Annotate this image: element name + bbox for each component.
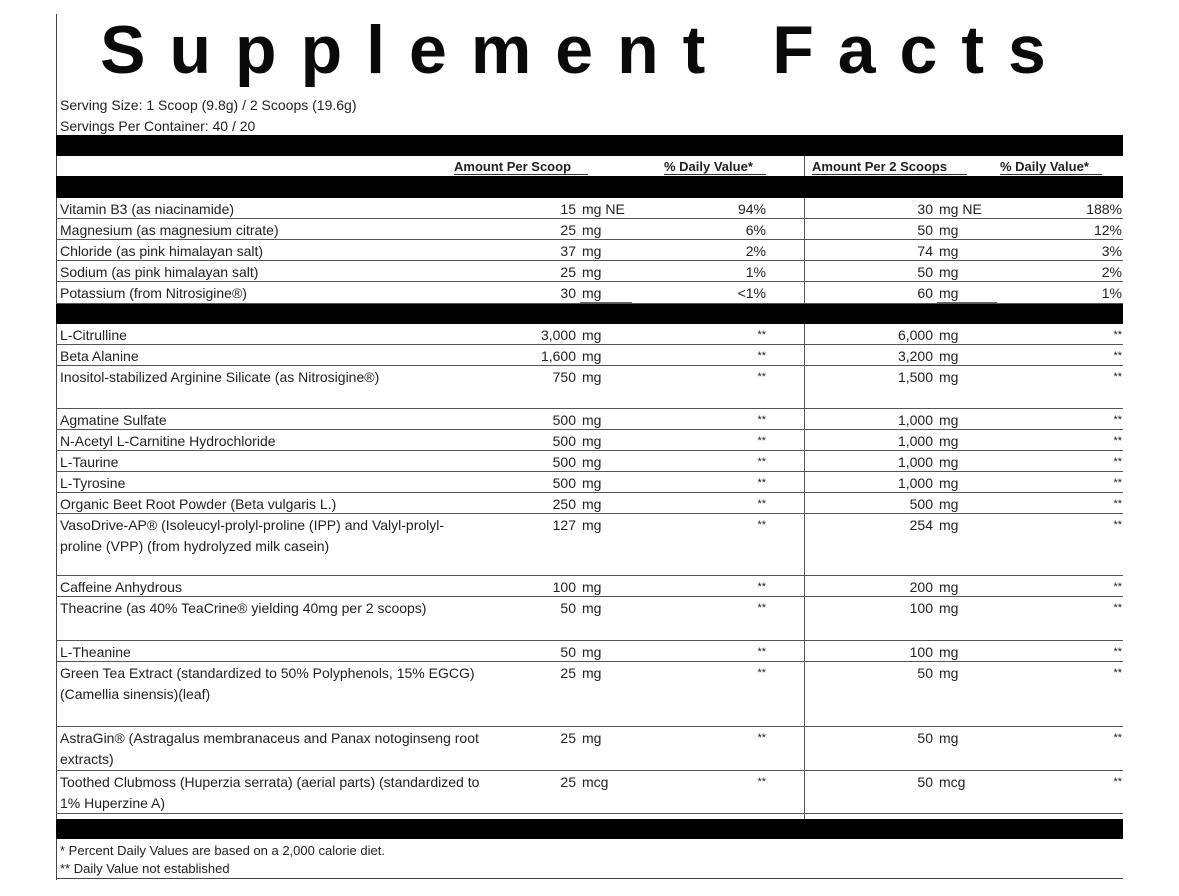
amount-per-scoop: 25 <box>560 774 576 790</box>
daily-value-per-2-scoops: 188% <box>1086 201 1122 217</box>
amount-per-2-scoops: 500 <box>909 496 933 512</box>
amount-per-2-scoops: 1,000 <box>897 412 933 428</box>
amount-per-2-scoops: 50 <box>917 774 933 790</box>
nutrient-row <box>56 597 1123 641</box>
nutrient-row <box>56 282 1123 304</box>
nutrient-name: Chloride (as pink himalayan salt) <box>60 243 264 259</box>
nutrient-name: VasoDrive-AP® (Isoleucyl-prolyl-proline (IPP) and Valyl-prolyl-proline (VPP) (from hydrolyzed milk casein) <box>60 517 445 554</box>
nutrient-row <box>56 662 1123 727</box>
daily-value-per-2-scoops: ** <box>1113 435 1122 447</box>
unit-per-scoop: mg <box>582 412 602 428</box>
nutrient-name: L-Citrulline <box>60 327 127 343</box>
amount-per-scoop: 50 <box>560 600 576 616</box>
amount-per-2-scoops: 1,000 <box>897 475 933 491</box>
nutrient-name: Inositol-stabilized Arginine Silicate (as Nitrosigine®) <box>60 369 380 385</box>
nutrient-name: N-Acetyl L-Carnitine Hydrochloride <box>60 433 276 449</box>
daily-value-per-scoop: 94% <box>737 201 766 217</box>
unit-per-2-scoops: mcg <box>939 774 966 790</box>
unit-per-2-scoops: mg <box>939 475 959 491</box>
amount-per-2-scoops: 3,200 <box>897 348 933 364</box>
daily-value-per-scoop: 1% <box>745 264 766 280</box>
daily-value-per-2-scoops: ** <box>1113 776 1122 788</box>
amount-per-scoop: 500 <box>552 433 576 449</box>
unit-per-2-scoops: mg <box>939 412 959 428</box>
amount-per-2-scoops: 1,500 <box>897 369 933 385</box>
amount-per-2-scoops: 6,000 <box>897 327 933 343</box>
nutrient-row <box>56 727 1123 771</box>
unit-per-2-scoops: mg <box>939 579 959 595</box>
daily-value-per-scoop: ** <box>757 581 766 593</box>
nutrient-row <box>56 472 1123 493</box>
daily-value-per-2-scoops: ** <box>1113 519 1122 531</box>
unit-per-2-scoops: mg <box>939 369 959 385</box>
amount-per-2-scoops: 50 <box>917 222 933 238</box>
daily-value-per-2-scoops: ** <box>1113 414 1122 426</box>
daily-value-per-scoop: ** <box>757 498 766 510</box>
daily-value-per-scoop: ** <box>757 371 766 383</box>
amount-per-2-scoops: 1,000 <box>897 454 933 470</box>
amount-per-2-scoops: 100 <box>909 644 933 660</box>
amount-per-2-scoops: 200 <box>909 579 933 595</box>
daily-value-per-scoop: 6% <box>745 222 766 238</box>
daily-value-per-2-scoops: ** <box>1113 477 1122 489</box>
header-daily-value-1: % Daily Value* <box>664 159 753 174</box>
amount-per-2-scoops: 100 <box>909 600 933 616</box>
unit-per-2-scoops: mg <box>939 243 959 259</box>
amount-per-scoop: 500 <box>552 475 576 491</box>
amount-per-scoop: 25 <box>560 222 576 238</box>
nutrient-name: L-Taurine <box>60 454 119 470</box>
amount-per-2-scoops: 254 <box>909 517 933 533</box>
nutrient-row <box>56 345 1123 366</box>
nutrient-name: Organic Beet Root Powder (Beta vulgaris L.) <box>60 496 337 512</box>
daily-value-per-2-scoops: 1% <box>1101 285 1122 301</box>
divider-bar-top <box>56 135 1123 156</box>
daily-value-per-2-scoops: ** <box>1113 498 1122 510</box>
unit-per-scoop: mg <box>582 644 602 660</box>
amount-per-scoop: 500 <box>552 412 576 428</box>
row-divider <box>56 813 1123 814</box>
nutrient-row <box>56 366 1123 409</box>
nutrient-row <box>56 771 1123 814</box>
nutrient-name: L-Tyrosine <box>60 475 126 491</box>
daily-value-per-2-scoops: ** <box>1113 602 1122 614</box>
unit-per-2-scoops: mg <box>939 517 959 533</box>
unit-per-scoop: mg <box>582 730 602 746</box>
unit-per-2-scoops: mg <box>939 730 959 746</box>
label-title: Supplement Facts <box>100 12 1070 88</box>
unit-per-scoop: mg <box>582 222 602 238</box>
unit-per-scoop: mg <box>582 579 602 595</box>
daily-value-per-2-scoops: ** <box>1113 456 1122 468</box>
column-separator <box>804 324 805 819</box>
nutrient-name: Caffeine Anhydrous <box>60 579 182 595</box>
nutrient-name: Vitamin B3 (as niacinamide) <box>60 201 235 217</box>
amount-per-2-scoops: 60 <box>917 285 933 301</box>
nutrient-name: AstraGin® (Astragalus membranaceus and Panax notoginseng root extracts) <box>60 730 479 767</box>
daily-value-per-scoop: ** <box>757 414 766 426</box>
unit-per-2-scoops: mg <box>939 327 959 343</box>
amount-per-scoop: 25 <box>560 264 576 280</box>
amount-per-scoop: 250 <box>552 496 576 512</box>
amount-per-scoop: 127 <box>552 517 576 533</box>
footnote-not-established: ** Daily Value not established <box>60 861 230 876</box>
nutrient-name: Magnesium (as magnesium citrate) <box>60 222 279 238</box>
header-underline <box>664 174 766 175</box>
nutrient-row <box>56 198 1123 219</box>
amount-per-scoop: 30 <box>560 285 576 301</box>
unit-per-2-scoops: mg <box>939 496 959 512</box>
divider-bar-bottom <box>56 819 1123 839</box>
servings-per-container: Servings Per Container: 40 / 20 <box>60 118 256 134</box>
footnote-daily-value: * Percent Daily Values are based on a 2,000 calorie diet. <box>60 843 385 858</box>
daily-value-per-scoop: ** <box>757 350 766 362</box>
daily-value-per-2-scoops: ** <box>1113 581 1122 593</box>
daily-value-per-2-scoops: ** <box>1113 350 1122 362</box>
daily-value-per-scoop: ** <box>757 667 766 679</box>
unit-per-scoop: mg <box>582 243 602 259</box>
daily-value-per-scoop: ** <box>757 329 766 341</box>
header-amount-per-scoop: Amount Per Scoop <box>454 159 572 174</box>
amount-per-2-scoops: 50 <box>917 730 933 746</box>
nutrient-row <box>56 493 1123 514</box>
nutrient-row <box>56 451 1123 472</box>
header-amount-per-2-scoops: Amount Per 2 Scoops <box>812 159 948 174</box>
header-daily-value-2: % Daily Value* <box>1000 159 1089 174</box>
header-underline <box>1000 174 1102 175</box>
unit-per-scoop: mg <box>582 454 602 470</box>
nutrient-row <box>56 261 1123 282</box>
unit-per-scoop: mg <box>582 475 602 491</box>
daily-value-per-2-scoops: 12% <box>1093 222 1122 238</box>
unit-per-scoop: mg NE <box>582 201 625 217</box>
nutrient-name: Potassium (from Nitrosigine®) <box>60 285 247 301</box>
header-underline <box>454 174 588 175</box>
unit-per-scoop: mg <box>582 285 602 301</box>
unit-per-2-scoops: mg <box>939 433 959 449</box>
unit-per-scoop: mg <box>582 496 602 512</box>
daily-value-per-scoop: ** <box>757 732 766 744</box>
unit-per-scoop: mcg <box>582 774 609 790</box>
nutrient-name: Sodium (as pink himalayan salt) <box>60 264 259 280</box>
header-underline <box>812 174 967 175</box>
unit-per-2-scoops: mg <box>939 454 959 470</box>
daily-value-per-scoop: ** <box>757 435 766 447</box>
nutrient-name: Green Tea Extract (standardized to 50% Polyphenols, 15% EGCG) (Camellia sinensis)(leaf) <box>60 665 475 702</box>
amount-per-scoop: 500 <box>552 454 576 470</box>
nutrient-name: Agmatine Sulfate <box>60 412 167 428</box>
amount-per-2-scoops: 50 <box>917 665 933 681</box>
unit-per-scoop: mg <box>582 433 602 449</box>
amount-per-scoop: 15 <box>560 201 576 217</box>
unit-per-2-scoops: mg <box>939 264 959 280</box>
amount-per-scoop: 25 <box>560 730 576 746</box>
nutrient-row <box>56 409 1123 430</box>
daily-value-per-2-scoops: ** <box>1113 371 1122 383</box>
daily-value-per-scoop: ** <box>757 477 766 489</box>
nutrient-row <box>56 219 1123 240</box>
daily-value-per-scoop: ** <box>757 646 766 658</box>
unit-per-scoop: mg <box>582 327 602 343</box>
unit-per-scoop: mg <box>582 517 602 533</box>
divider-bar-ingredients <box>56 304 1123 324</box>
amount-per-scoop: 1,600 <box>540 348 576 364</box>
serving-size: Serving Size: 1 Scoop (9.8g) / 2 Scoops (19.6g) <box>60 97 357 113</box>
nutrient-row <box>56 514 1123 576</box>
amount-per-2-scoops: 50 <box>917 264 933 280</box>
unit-per-2-scoops: mg <box>939 665 959 681</box>
daily-value-per-2-scoops: 3% <box>1101 243 1122 259</box>
daily-value-per-2-scoops: ** <box>1113 646 1122 658</box>
daily-value-per-scoop: ** <box>757 776 766 788</box>
unit-per-2-scoops: mg <box>939 600 959 616</box>
amount-per-scoop: 25 <box>560 665 576 681</box>
unit-per-scoop: mg <box>582 369 602 385</box>
label-bottom-border <box>56 878 1123 879</box>
unit-per-2-scoops: mg <box>939 222 959 238</box>
nutrient-name: Theacrine (as 40% TeaCrine® yielding 40mg per 2 scoops) <box>60 600 427 616</box>
amount-per-2-scoops: 74 <box>917 243 933 259</box>
amount-per-scoop: 50 <box>560 644 576 660</box>
daily-value-per-2-scoops: ** <box>1113 667 1122 679</box>
daily-value-per-2-scoops: ** <box>1113 732 1122 744</box>
daily-value-per-2-scoops: ** <box>1113 329 1122 341</box>
column-separator <box>804 198 805 304</box>
amount-per-scoop: 100 <box>552 579 576 595</box>
daily-value-per-scoop: ** <box>757 519 766 531</box>
daily-value-per-scoop: ** <box>757 456 766 468</box>
amount-per-scoop: 3,000 <box>540 327 576 343</box>
amount-per-scoop: 750 <box>552 369 576 385</box>
nutrient-row <box>56 576 1123 597</box>
unit-per-scoop: mg <box>582 665 602 681</box>
unit-per-scoop: mg <box>582 264 602 280</box>
daily-value-per-scoop: <1% <box>737 285 766 301</box>
unit-per-2-scoops: mg NE <box>939 201 982 217</box>
amount-per-scoop: 37 <box>560 243 576 259</box>
unit-per-scoop: mg <box>582 600 602 616</box>
unit-per-2-scoops: mg <box>939 348 959 364</box>
unit-per-2-scoops: mg <box>939 644 959 660</box>
nutrient-name: Toothed Clubmoss (Huperzia serrata) (aerial parts) (standardized to 1% Huperzine A) <box>60 774 480 811</box>
daily-value-per-2-scoops: 2% <box>1101 264 1122 280</box>
nutrient-name: Beta Alanine <box>60 348 139 364</box>
column-separator <box>804 156 805 176</box>
daily-value-per-scoop: ** <box>757 602 766 614</box>
unit-per-2-scoops: mg <box>939 285 959 301</box>
amount-per-2-scoops: 30 <box>917 201 933 217</box>
amount-per-2-scoops: 1,000 <box>897 433 933 449</box>
nutrient-row <box>56 324 1123 345</box>
nutrient-name: L-Theanine <box>60 644 131 660</box>
divider-bar-vitamins <box>56 176 1123 198</box>
unit-per-scoop: mg <box>582 348 602 364</box>
nutrient-row <box>56 430 1123 451</box>
nutrient-row <box>56 240 1123 261</box>
nutrient-row <box>56 641 1123 662</box>
daily-value-per-scoop: 2% <box>745 243 766 259</box>
